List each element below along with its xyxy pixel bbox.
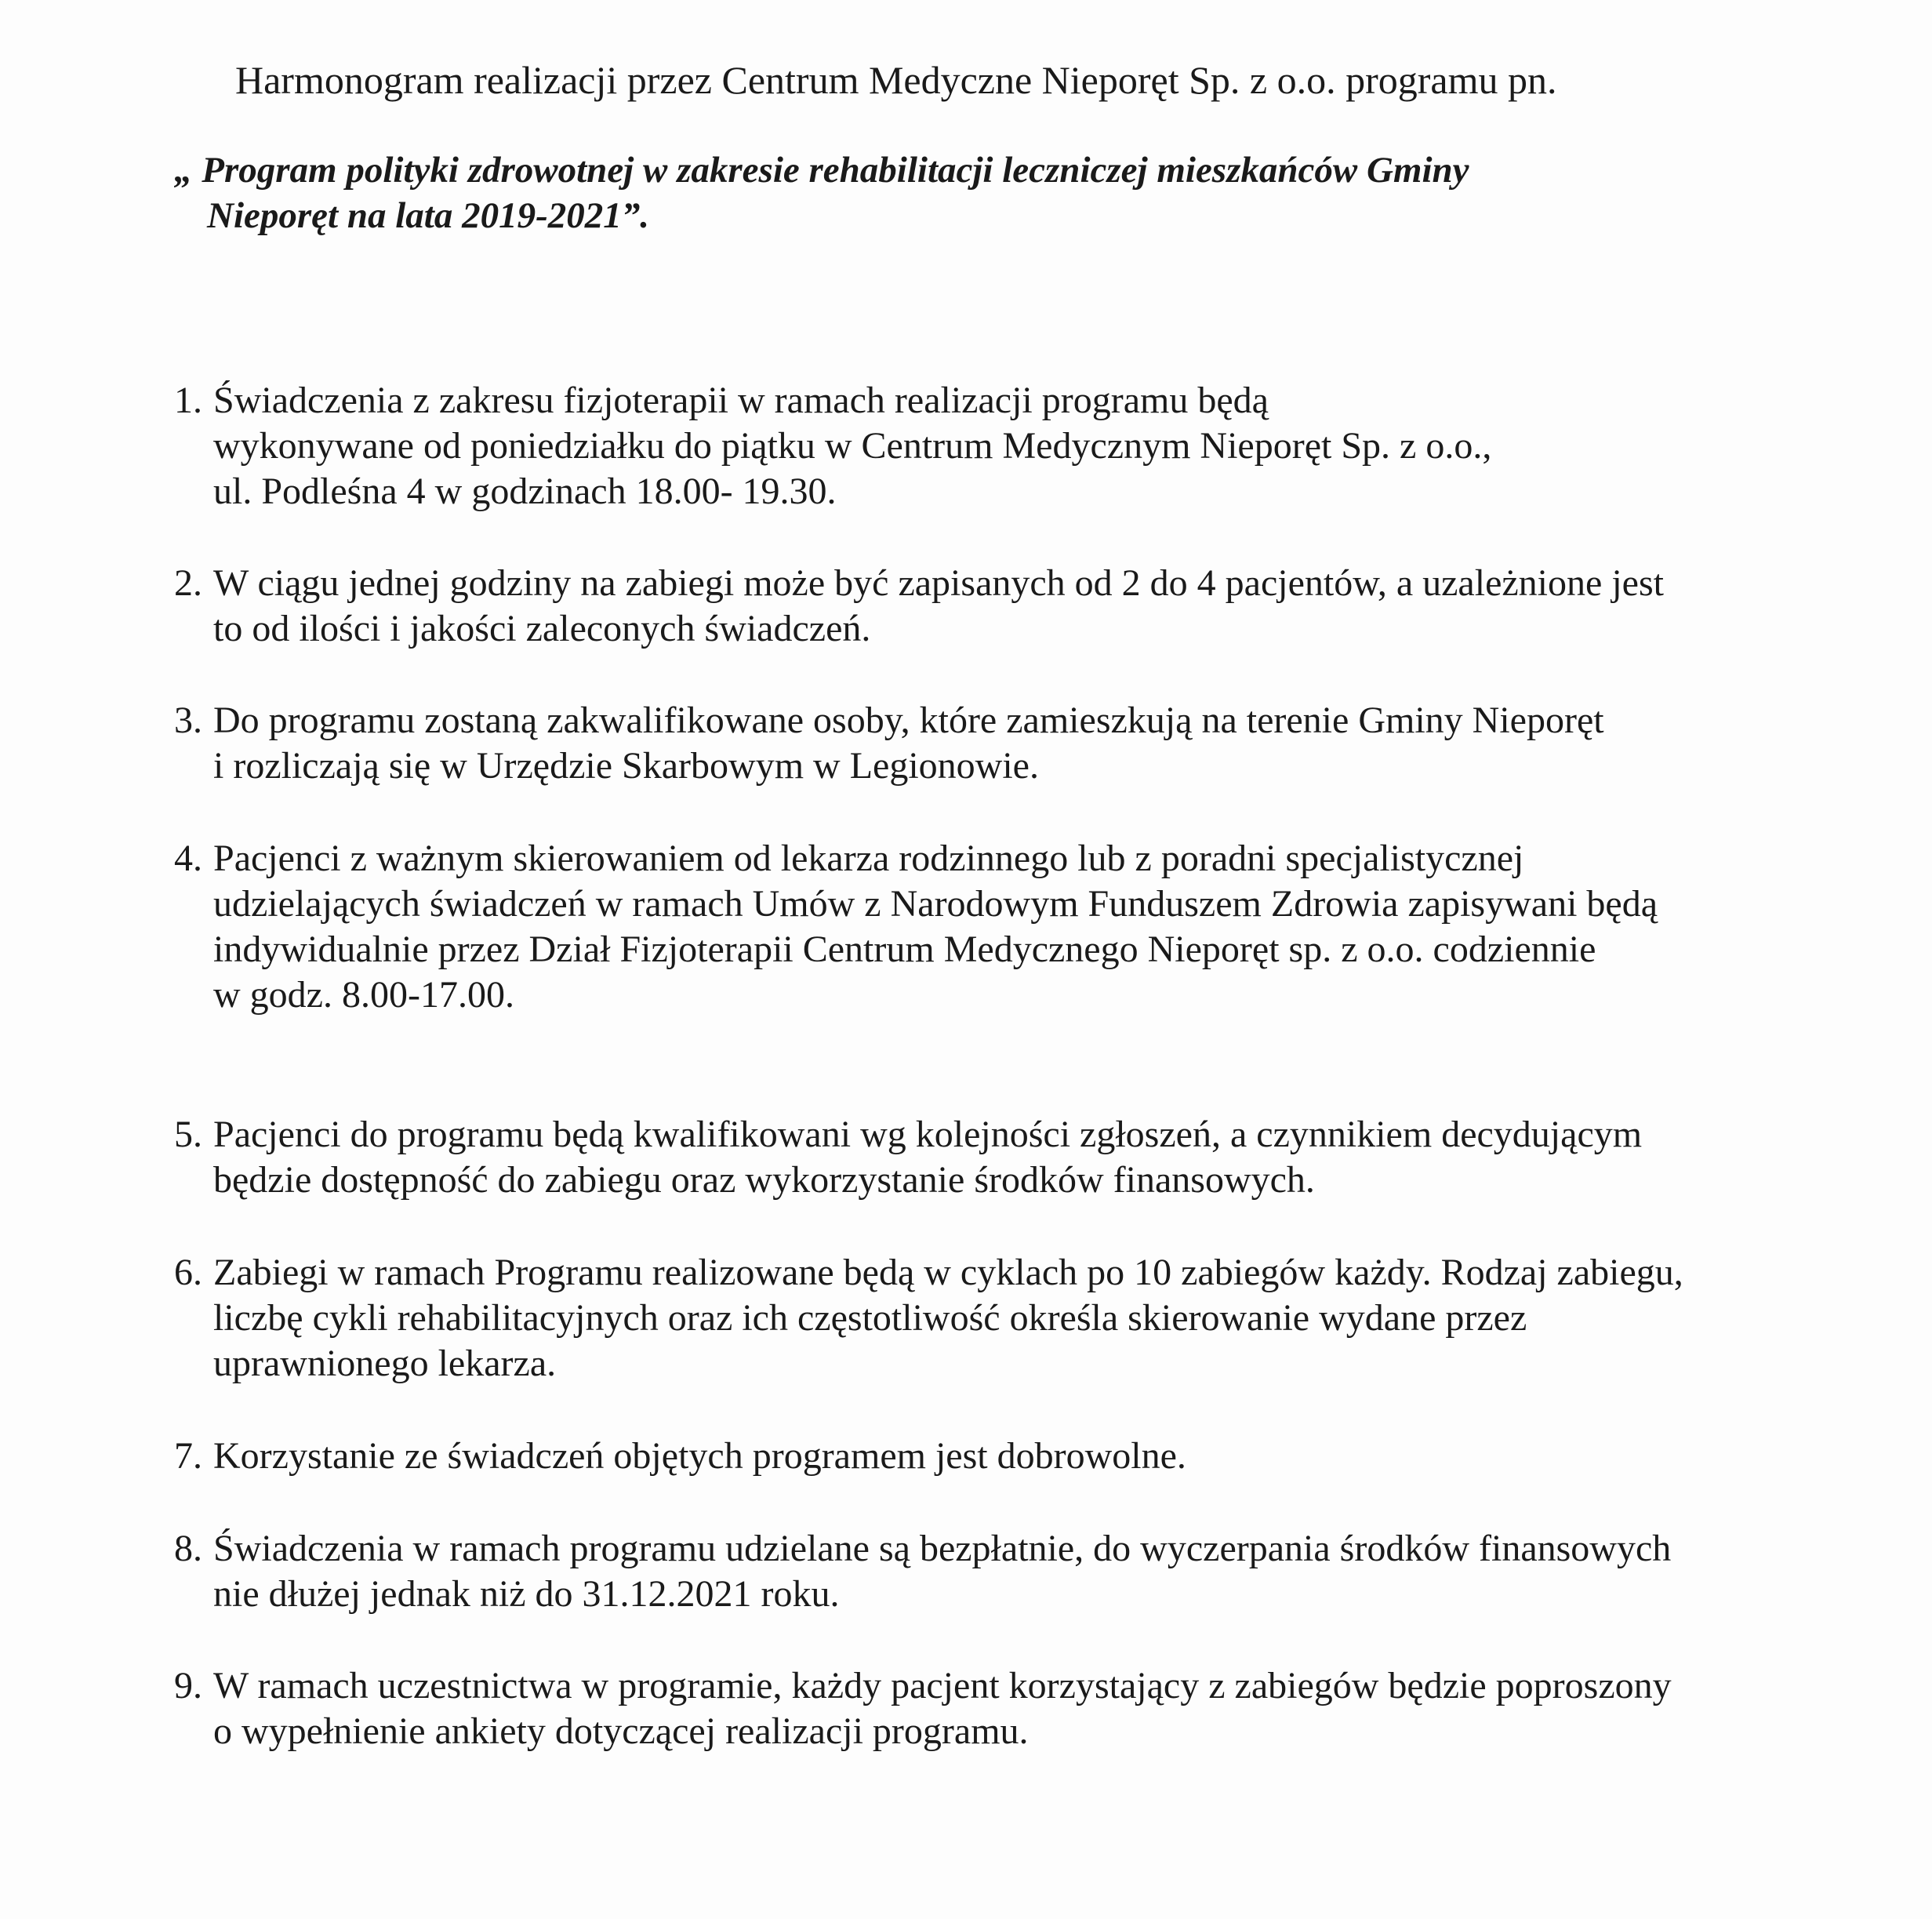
list-item-line: uprawnionego lekarza.: [213, 1343, 557, 1384]
list-item-line: Do programu zostaną zakwalifikowane osoby, które zamieszkują na terenie Gminy Nieporęt: [213, 700, 1604, 741]
list-item-number: 4.: [174, 838, 202, 879]
list-item-line: w godz. 8.00-17.00.: [213, 974, 514, 1016]
list-item-line: Zabiegi w ramach Programu realizowane będą w cyklach po 10 zabiegów każdy. Rodzaj zabiegu,: [213, 1252, 1683, 1293]
list-item-line: o wypełnienie ankiety dotyczącej realizacji programu.: [213, 1710, 1029, 1752]
list-item-line: W ciągu jednej godziny na zabiegi może być zapisanych od 2 do 4 pacjentów, a uzależnione jest: [213, 562, 1664, 604]
list-item-number: 1.: [174, 380, 202, 421]
list-item-line: Świadczenia z zakresu fizjoterapii w ramach realizacji programu będą: [213, 380, 1269, 421]
list-item-line: Pacjenci do programu będą kwalifikowani wg kolejności zgłoszeń, a czynnikiem decydującym: [213, 1114, 1643, 1155]
list-item-number: 6.: [174, 1252, 202, 1293]
list-item-number: 7.: [174, 1435, 202, 1477]
list-item-line: wykonywane od poniedziałku do piątku w Centrum Medycznym Nieporęt Sp. z o.o.,: [213, 425, 1492, 467]
list-item-number: 5.: [174, 1114, 202, 1155]
program-title: [174, 147, 1664, 238]
document-heading: Harmonogram realizacji przez Centrum Medyczne Nieporęt Sp. z o.o. programu pn.: [235, 58, 1557, 102]
list-item-line: to od ilości i jakości zaleconych świadczeń.: [213, 608, 871, 649]
list-item-number: 9.: [174, 1665, 202, 1706]
list-item-line: i rozliczają się w Urzędzie Skarbowym w Legionowie.: [213, 745, 1039, 787]
list-item-number: 3.: [174, 700, 202, 741]
list-item-line: W ramach uczestnictwa w programie, każdy pacjent korzystający z zabiegów będzie poproszony: [213, 1665, 1672, 1706]
list-item-line: nie dłużej jednak niż do 31.12.2021 roku.: [213, 1573, 840, 1615]
list-item-line: Pacjenci z ważnym skierowaniem od lekarza rodzinnego lub z poradni specjalistycznej: [213, 838, 1524, 879]
list-item-number: 2.: [174, 562, 202, 604]
list-item-line: ul. Podleśna 4 w godzinach 18.00- 19.30.: [213, 471, 837, 512]
list-item-line: Korzystanie ze świadczeń objętych programem jest dobrowolne.: [213, 1435, 1186, 1477]
list-item-number: 8.: [174, 1528, 202, 1569]
program-title-line-1: „ Program polityki zdrowotnej w zakresie rehabilitacji leczniczej mieszkańców Gminy: [174, 150, 1469, 191]
program-title-line-2: Nieporęt na lata 2019-2021”.: [207, 195, 649, 236]
list-item-line: udzielających świadczeń w ramach Umów z Narodowym Funduszem Zdrowia zapisywani będą: [213, 883, 1658, 925]
list-item-line: liczbę cykli rehabilitacyjnych oraz ich częstotliwość określa skierowanie wydane przez: [213, 1297, 1527, 1339]
list-item-line: będzie dostępność do zabiegu oraz wykorzystanie środków finansowych.: [213, 1159, 1315, 1201]
list-item-line: indywidualnie przez Dział Fizjoterapii Centrum Medycznego Nieporęt sp. z o.o. codziennie: [213, 929, 1596, 970]
list-item-line: Świadczenia w ramach programu udzielane są bezpłatnie, do wyczerpania środków finansowych: [213, 1528, 1672, 1569]
